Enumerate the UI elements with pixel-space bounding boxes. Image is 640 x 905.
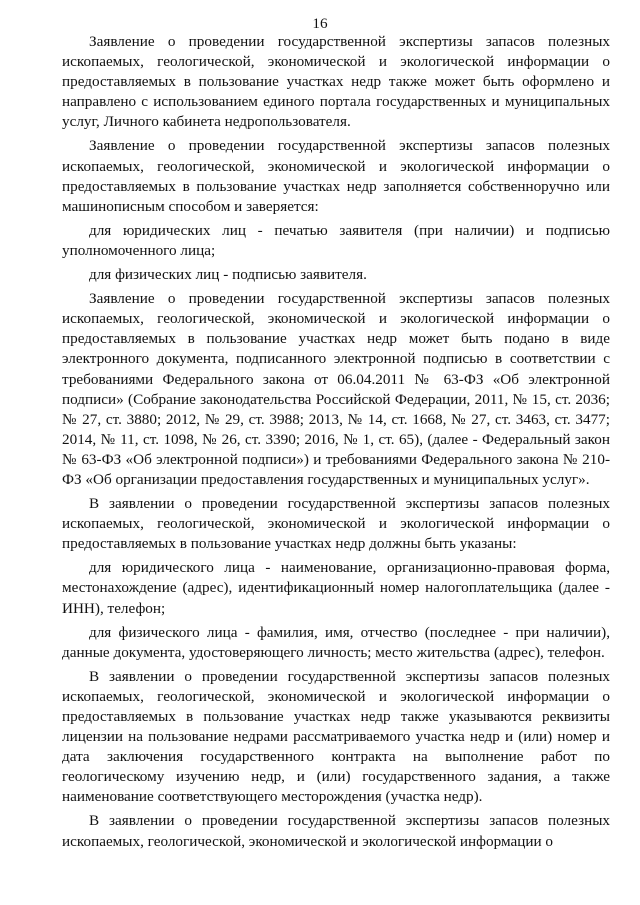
paragraph-required-details: В заявлении о проведении государственной экспертизы запасов полезных ископаемых, геологической, экономической и экологической информации о предоставляемых в пользование участках недр должны быть указаны: [62, 495, 610, 553]
paragraph-filling-method: Заявление о проведении государственной экспертизы запасов полезных ископаемых, геологической, экономической и экологической информации о предоставляемых в пользование участках недр заполняется собственноручно или машинописным способом и заверяется: [62, 137, 610, 215]
paragraph-legal-entities-seal: для юридических лиц - печатью заявителя (при наличии) и подписью уполномоченного лица; [62, 221, 610, 259]
paragraph-individual-details: для физического лица - фамилия, имя, отчество (последнее - при наличии), данные документа, удостоверяющего личность; место жительства (адрес), телефон. [62, 623, 610, 661]
page-number: 16 [312, 15, 328, 32]
paragraph-continued: В заявлении о проведении государственной экспертизы запасов полезных ископаемых, геологической, экономической и экологической информации о [62, 812, 610, 850]
paragraph-portal-submission: Заявление о проведении государственной экспертизы запасов полезных ископаемых, геологической, экономической и экологической информации о предоставляемых в пользование участках недр также может быть оформлено и направлено с использованием единого портала государственных и муниципальных услуг, Личного кабинета недропользователя. [62, 33, 610, 131]
paragraph-legal-entity-details: для юридического лица - наименование, организационно-правовая форма, местонахождение (адрес), идентификационный номер налогоплательщика (далее - ИНН), телефон; [62, 559, 610, 617]
paragraph-electronic-submission: Заявление о проведении государственной экспертизы запасов полезных ископаемых, геологической, экономической и экологической информации о предоставляемых в пользование участках недр может быть подано в виде электронного документа, подписанного электронной подписью в соответствии с требованиями Федерального закона от 06.04.2011 № 63-ФЗ «Об электронной подписи» (Собрание законодательства Российской Федерации, 2011, № 15, ст. 2036; № 27, ст. 3880; 2012, № 29, ст. 3988; 2013, № 14, ст. 1668, № 27, ст. 3463, ст. 3477; 2014, № 11, ст. 1098, № 26, ст. 3390; 2016, № 1, ст. 65), (далее - Федеральный закон № 63-ФЗ «Об электронной подписи») и требованиями Федерального закона № 210-ФЗ «Об организации предоставления государственных и муниципальных услуг». [62, 290, 610, 488]
paragraph-individuals-signature: для физических лиц - подписью заявителя. [89, 266, 367, 284]
paragraph-license-details: В заявлении о проведении государственной экспертизы запасов полезных ископаемых, геологической, экономической и экологической информации о предоставляемых в пользование участках недр также указываются реквизиты лицензии на пользование недрами рассматриваемого участка недр и (или) номер и дата заключения государственного контракта на выполнение работ по геологическому изучению недр, и (или) государственного задания, а также наименование соответствующего месторождения (участка недр). [62, 667, 610, 806]
